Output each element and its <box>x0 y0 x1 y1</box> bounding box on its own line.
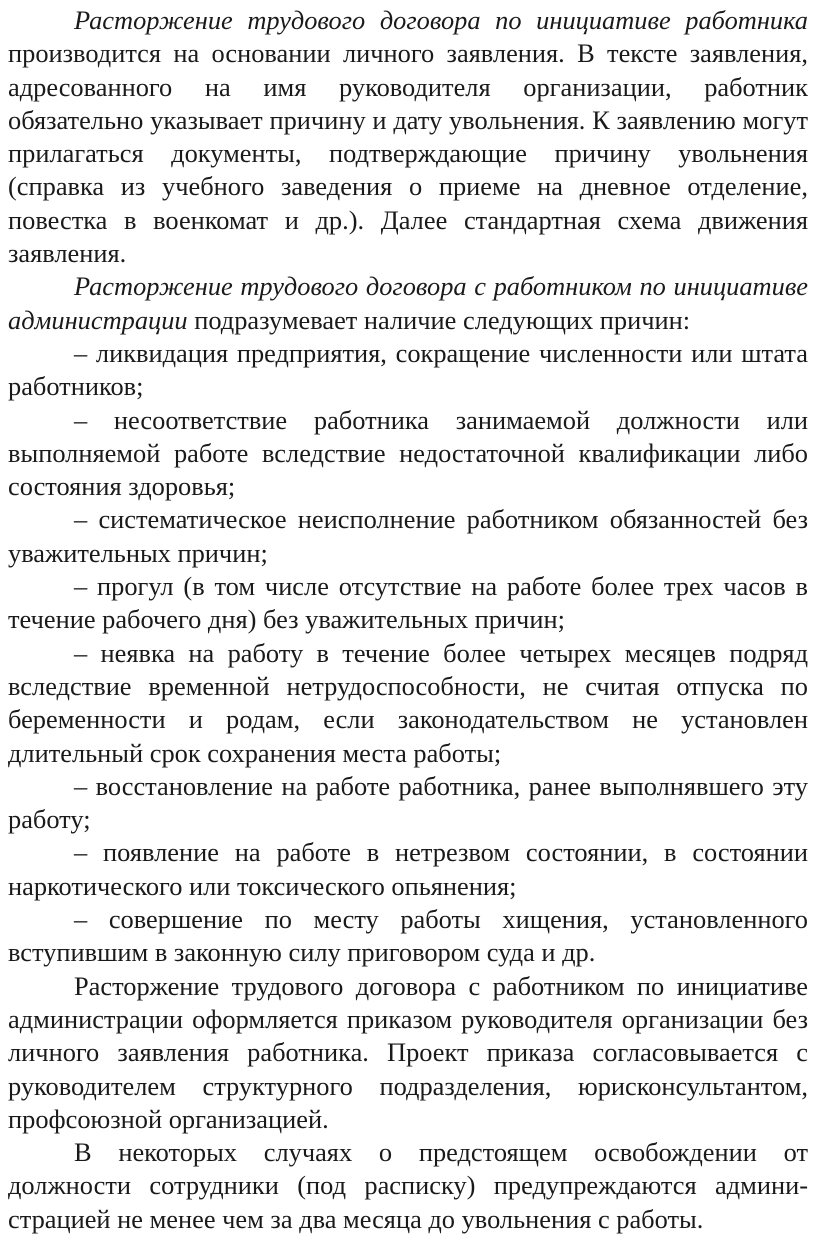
paragraph-administration-initiative-text: подразумевает наличие следующих причин: <box>187 304 691 335</box>
paragraph-employee-initiative <box>8 4 808 270</box>
reason-item: – восстановление на работе работника, ранее выполнявшего эту работу; <box>8 770 808 835</box>
reason-item: – прогул (в том числе отсутствие на работе более трех часов в течение рабочего дня) без уважительных причин; <box>8 571 808 635</box>
reason-item: – ликвидация предприятия, сокращение численности или штата работников; <box>8 337 808 402</box>
reason-item: – систематическое неисполнение работником обязанностей без уважительных причин; <box>8 504 808 568</box>
reason-item: – совершение по месту работы хищения, установленного вступившим в законную силу приговором суда и др. <box>8 904 808 968</box>
term-employee-initiative: Расторжение трудового договора по инициативе работника <box>74 5 808 35</box>
paragraph-order-formalization: Расторжение трудового договора с работником по инициативе администрации оформляется приказом руководителя организации без личного заявления работника. Проект приказа согласовывается с руководителем структурного подразделения, юрисконсультантом, профсоюзной организацией. <box>8 970 808 1134</box>
paragraph-administration-initiative <box>8 270 808 337</box>
paragraph-employee-initiative-text: производится на основании личного заявления. В тексте заявления, адресованного на имя руководителя организации, работник обязательно указывает причину и дату увольнения. К заявлению могут прилагаться документы, подтверждающие причину увольнения (справка из учебного заведения о приеме на дневное отделение, повестка в военкомат и др.). Далее стандартная схема движения заявления. <box>8 38 808 269</box>
term-administration-initiative: Расторжение трудового договора с работником по инициативе администрации <box>8 271 808 335</box>
reason-item: – несоответствие работника занимаемой должности или выполняемой работе вследствие недостаточной квалификации либо состояния здоровья; <box>8 404 808 502</box>
reason-item: – неявка на работу в течение более четырех месяцев подряд вследствие временной нетрудоспособности, не считая отпуска по беременности и родам, если законодательством не установлен длительный срок сохранения места работы; <box>8 637 808 768</box>
reason-item: – появление на работе в нетрезвом состоянии, в состоянии наркотического или токсического опьянения; <box>8 837 808 901</box>
paragraph-advance-notice: В некоторых случаях о предстоящем освобождении от должности сотрудники (под расписку) предупреждаются администрацией не менее чем за два месяца до увольнения с работы. <box>8 1137 808 1234</box>
